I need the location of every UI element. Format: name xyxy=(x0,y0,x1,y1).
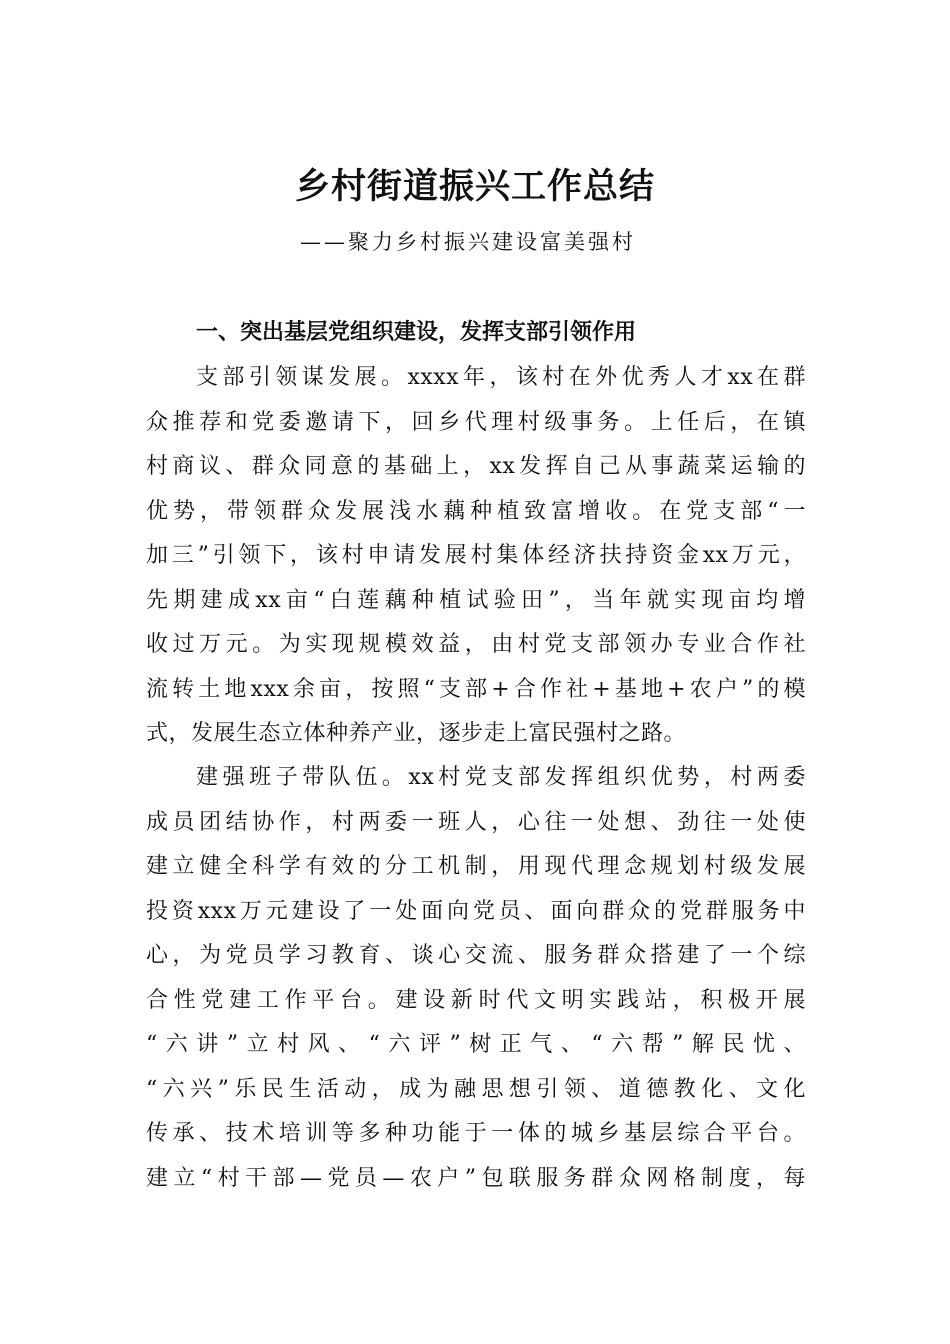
document-title: 乡村街道振兴工作总结 xyxy=(294,167,655,207)
paragraph-line: 建立“村干部—党员—农户”包联服务群众网格制度，每 xyxy=(146,1165,806,1191)
paragraph-1 xyxy=(146,356,806,757)
paragraph-line: 众推荐和党委邀请下，回乡代理村级事务。上任后，在镇 xyxy=(146,409,806,435)
paragraph-line: 收过万元。为实现规模效益，由村党支部领办专业合作社 xyxy=(146,632,806,657)
paragraph-line: 合性党建工作平台。建设新时代文明实践站，积极开展 xyxy=(146,987,806,1013)
paragraph-line: 加三”引领下，该村申请发展村集体经济扶持资金xx万元， xyxy=(146,543,806,568)
paragraph-line: “六讲”立村风、“六评”树正气、“六帮”解民忧、 xyxy=(146,1032,806,1057)
paragraph-line: 建立健全科学有效的分工机制，用现代理念规划村级发展 xyxy=(146,854,806,879)
paragraph-line: 先期建成xx亩“白莲藕种植试验田”，当年就实现亩均增 xyxy=(146,587,806,613)
paragraph-line: 式，发展生态立体种养产业，逐步走上富民强村之路。 xyxy=(146,721,687,746)
paragraph-line: 传承、技术培训等多种功能于一体的城乡基层综合平台。 xyxy=(146,1121,806,1146)
paragraph-line: 心，为党员学习教育、谈心交流、服务群众搭建了一个综 xyxy=(146,943,806,968)
paragraph-line: 优势，带领群众发展浅水藕种植致富增收。在党支部“一 xyxy=(146,498,806,524)
document-subtitle: ——聚力乡村振兴建设富美强村 xyxy=(300,230,636,254)
paragraph-line: 成员团结协作，村两委一班人，心往一处想、劲往一处使 xyxy=(146,809,806,835)
paragraph-line: “六兴”乐民生活动，成为融思想引领、道德教化、文化 xyxy=(146,1076,806,1102)
section-heading: 一、突出基层党组织建设，发挥支部引领作用 xyxy=(196,320,637,345)
paragraph-line: 村商议、群众同意的基础上，xx发挥自己从事蔬菜运输的 xyxy=(146,454,806,479)
paragraph-line: 投资xxx万元建设了一处面向党员、面向群众的党群服务中 xyxy=(146,898,806,924)
paragraph-line: 流转土地xxx余亩，按照“支部+合作社+基地+农户”的模 xyxy=(146,676,806,702)
paragraph-line: 支部引领谋发展。xxxx年，该村在外优秀人才xx在群 xyxy=(196,365,806,390)
paragraph-2 xyxy=(146,756,806,1201)
paragraph-line: 建强班子带队伍。xx村党支部发挥组织优势，村两委 xyxy=(196,765,806,790)
